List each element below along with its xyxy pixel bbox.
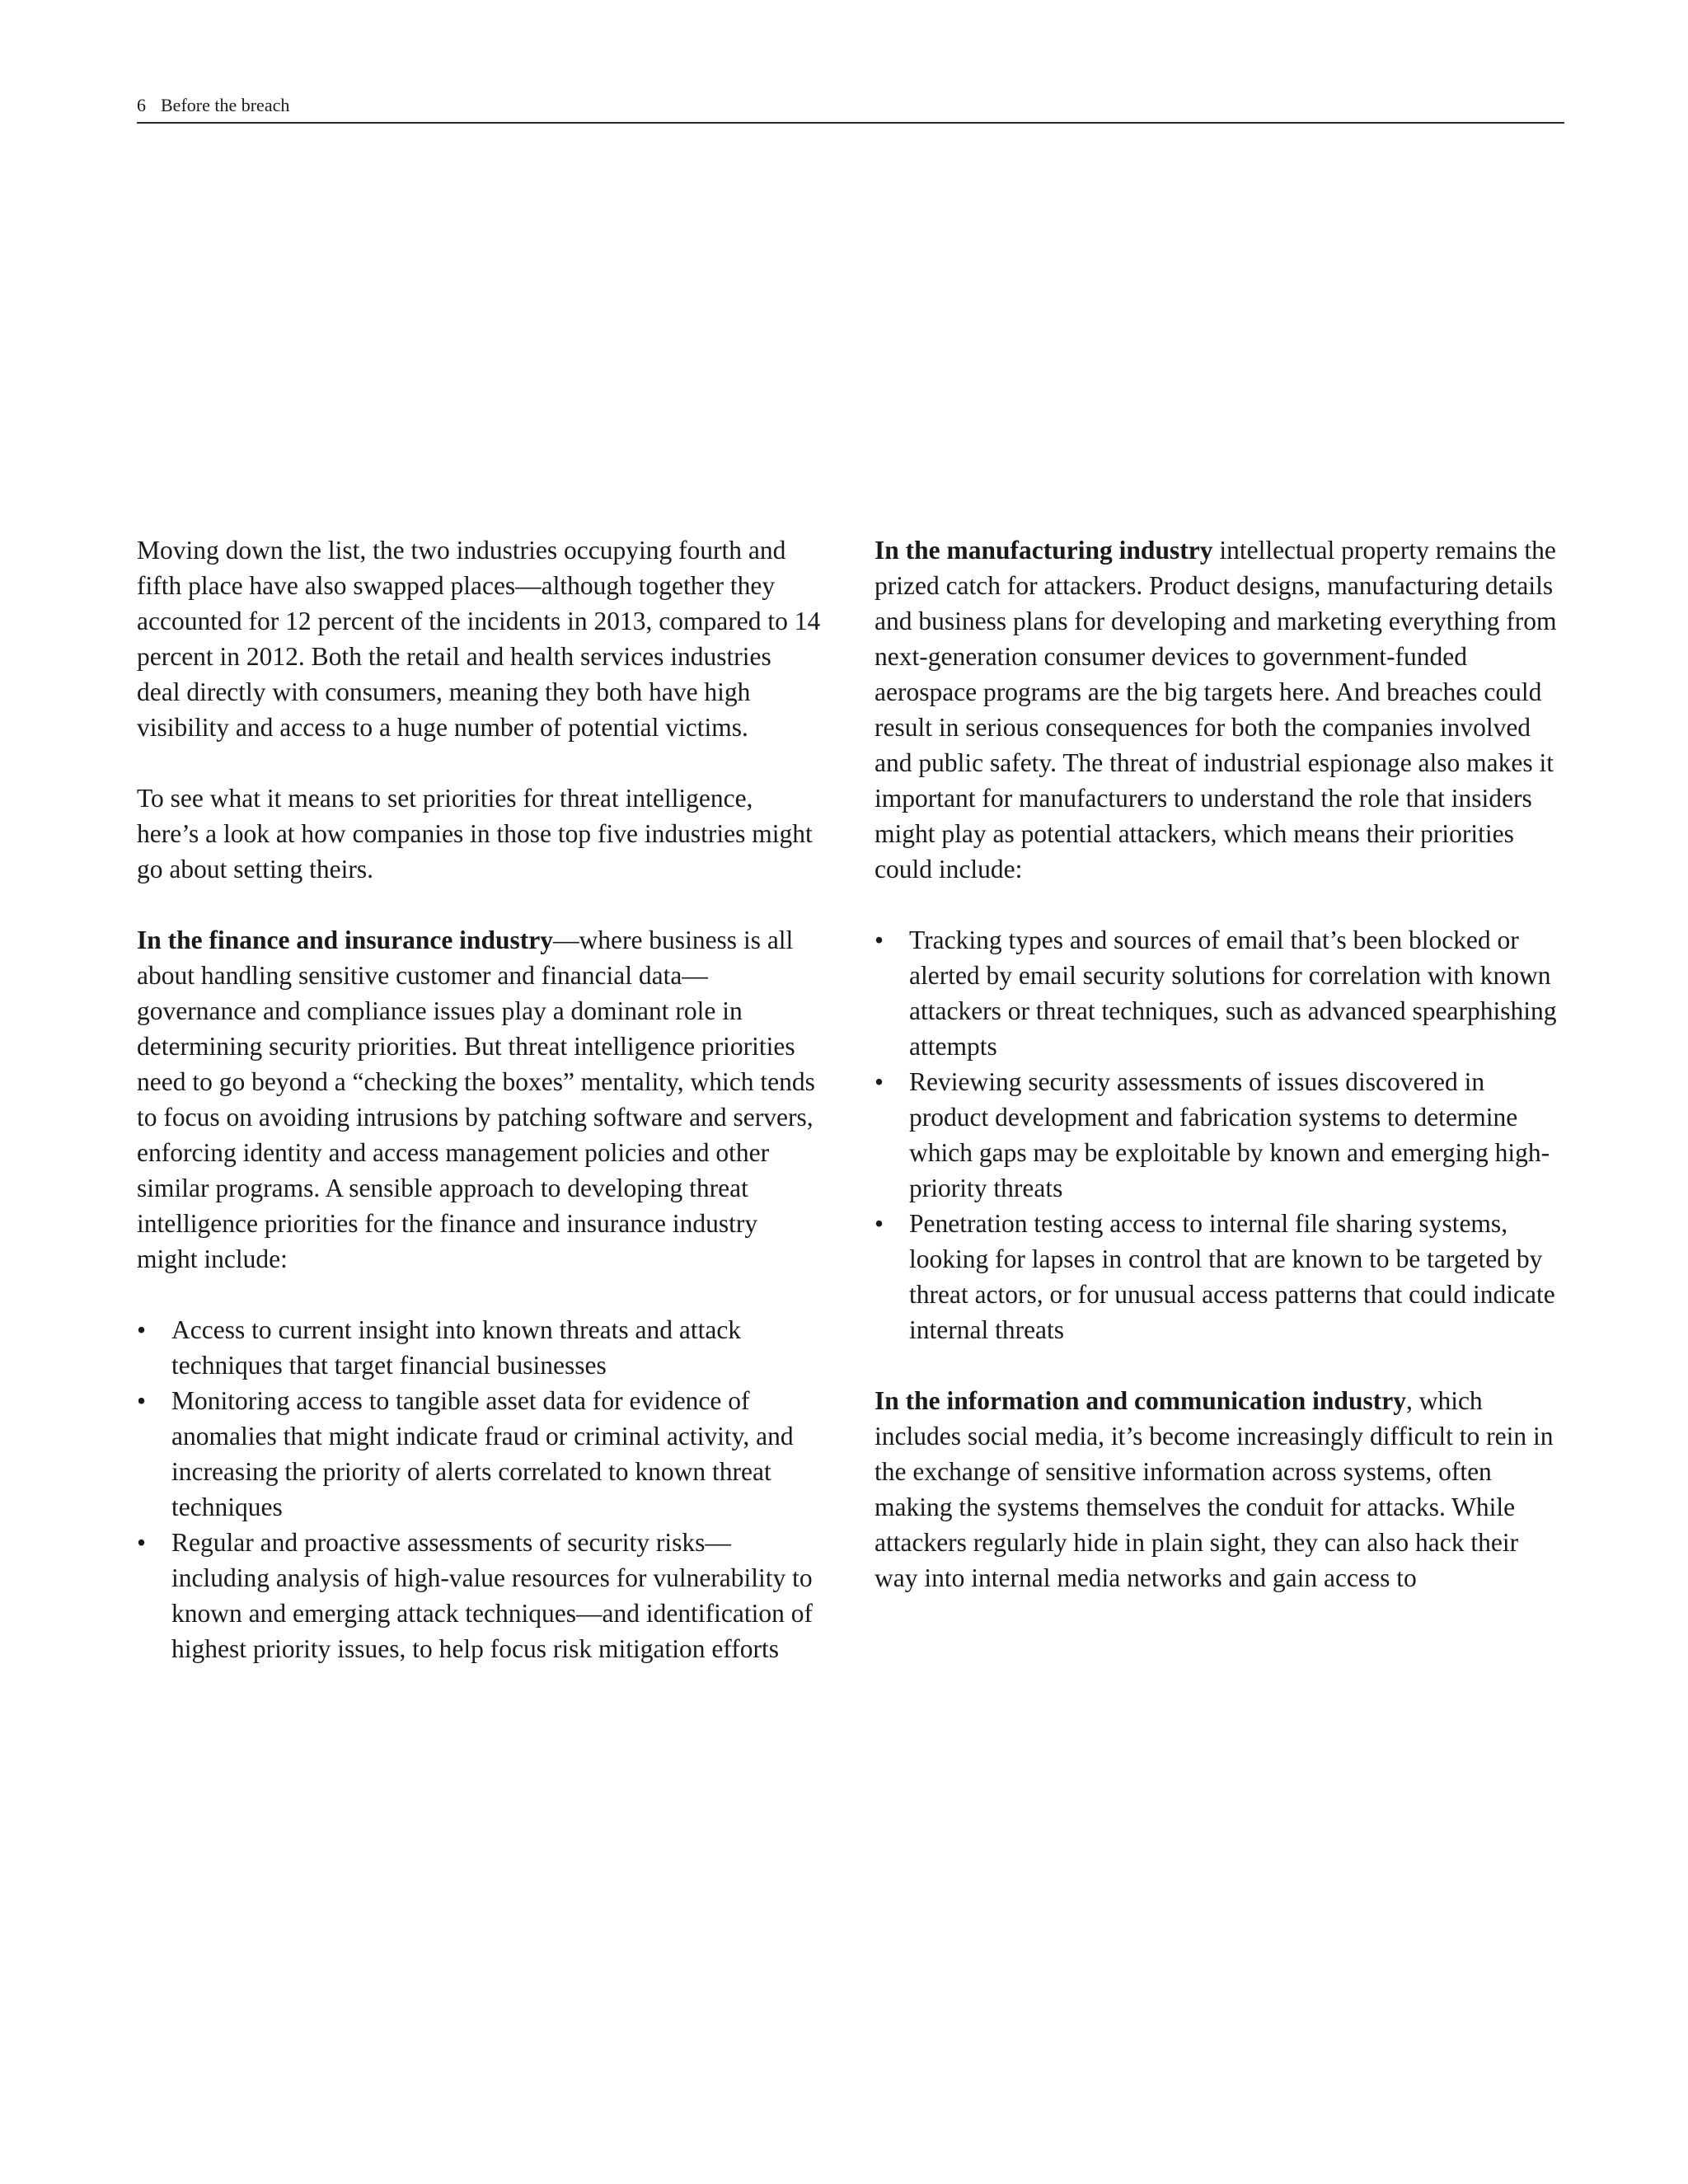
intro-paragraph: Moving down the list, the two industries occupying fourth and fifth place have also swapped places—although together they accounted for 12 percent of the incidents in 2013, compared to 14 percent in 2012. Both the retail and health services industries deal directly with consumers, meaning they both have high visibility and access to a huge number of potential victims. xyxy=(137,536,821,742)
page-number: 6 xyxy=(137,95,146,115)
bullet-icon: • xyxy=(874,1209,884,1238)
list-item-text: Penetration testing access to internal file sharing systems, looking for lapses in control that are known to be targeted by threat actors, or for unusual access patterns that could indicate internal threats xyxy=(909,1209,1555,1344)
list-item-text: Tracking types and sources of email that’s been blocked or alerted by email security solutions for correlation with known attackers or threat techniques, such as advanced spearphishing attempts xyxy=(909,926,1557,1061)
manufacturing-paragraph xyxy=(874,532,1567,887)
right-column xyxy=(874,532,1567,1596)
manufacturing-heading: In the manufacturing industry xyxy=(874,536,1213,565)
list-item-text: Monitoring access to tangible asset data for evidence of anomalies that might indicate fraud or criminal activity, and increasing the priority of alerts correlated to known threat techniques xyxy=(171,1386,794,1521)
finance-paragraph xyxy=(137,922,821,1277)
bullet-icon: • xyxy=(137,1528,147,1557)
list-item xyxy=(137,1525,821,1666)
header-title: Before the breach xyxy=(161,95,290,115)
infocomm-heading: In the information and communication industry xyxy=(874,1386,1406,1415)
finance-heading: In the finance and insurance industry xyxy=(137,926,553,954)
finance-bullet-list xyxy=(137,1312,821,1666)
list-item xyxy=(137,1312,821,1383)
list-item xyxy=(874,1064,1567,1206)
list-item-text: Access to current insight into known threats and attack techniques that target financial businesses xyxy=(171,1315,742,1380)
list-item-text: Reviewing security assessments of issues discovered in product development and fabrication systems to determine which gaps may be exploitable by known and emerging high-priority threats xyxy=(909,1067,1550,1202)
list-item xyxy=(874,922,1567,1064)
finance-text: —where business is all about handling sensitive customer and financial data—governance and compliance issues play a dominant role in determining security priorities. But threat intelligence priorities need to go beyond a “checking the boxes” mentality, which tends to focus on avoiding intrusions by patching software and servers, enforcing identity and access management policies and other similar programs. A sensible approach to developing threat intelligence priorities for the finance and insurance industry might include: xyxy=(137,926,815,1273)
running-header xyxy=(137,94,1564,124)
bullet-icon: • xyxy=(874,926,884,954)
list-item-text: Regular and proactive assessments of security risks—including analysis of high-value resources for vulnerability to known and emerging attack techniques—and identification of highest priority issues, to help focus risk mitigation efforts xyxy=(171,1528,813,1663)
left-column xyxy=(137,532,821,1666)
bullet-icon: • xyxy=(137,1315,147,1344)
bullet-icon: • xyxy=(874,1067,884,1096)
infocomm-paragraph xyxy=(874,1383,1567,1596)
manufacturing-bullet-list xyxy=(874,922,1567,1347)
infocomm-text: , which includes social media, it’s become increasingly difficult to rein in the exchange of sensitive information across systems, often making the systems themselves the conduit for attacks. While attackers regularly hide in plain sight, they can also hack their way into internal media networks and gain access to xyxy=(874,1386,1554,1592)
manufacturing-text: intellectual property remains the prized catch for attackers. Product designs, manufacturing details and business plans for developing and marketing everything from next-generation consumer devices to government-funded aerospace programs are the big targets here. And breaches could result in serious consequences for both the companies involved and public safety. The threat of industrial espionage also makes it important for manufacturers to understand the role that insiders might play as potential attackers, which means their priorities could include: xyxy=(874,536,1557,883)
list-item xyxy=(874,1206,1567,1347)
priorities-paragraph: To see what it means to set priorities for threat intelligence, here’s a look at how companies in those top five industries might go about setting theirs. xyxy=(137,784,813,883)
list-item xyxy=(137,1383,821,1525)
bullet-icon: • xyxy=(137,1386,147,1415)
